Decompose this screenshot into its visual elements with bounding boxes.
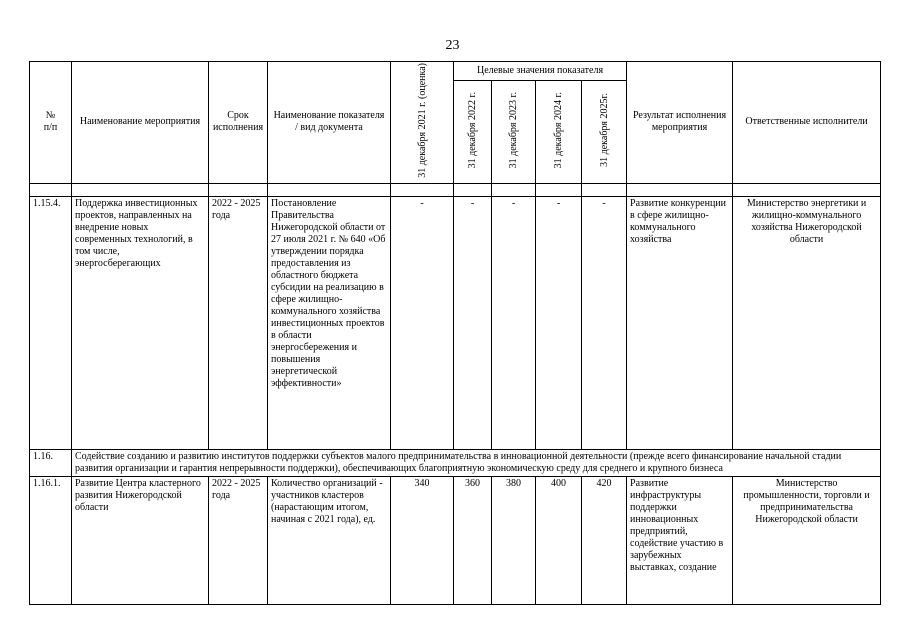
row-name: Развитие Центра кластерного развития Нижегородской области xyxy=(72,476,209,604)
row-term: 2022 - 2025 года xyxy=(209,476,268,604)
row-result: Развитие инфраструктуры поддержки инновационных предприятий, содействие участию в зарубежных выставках, создание xyxy=(627,476,733,604)
row-value-2024: 400 xyxy=(536,476,582,604)
header-2022: 31 декабря 2022 г. xyxy=(454,80,492,183)
row-section-text: Содействие созданию и развитию институтов поддержки субъектов малого предпринимательства в инновационной деятельности (прежде всего финансирование начальной стадии развития организации и гарантия непрерывности поддержки), обеспечивающих благоприятную экономическую среду для среднего и крупного бизнеса xyxy=(72,449,881,476)
row-value-2022: 360 xyxy=(454,476,492,604)
header-target-group: Целевые значения показателя xyxy=(454,62,627,81)
row-value-2025: 420 xyxy=(582,476,627,604)
measures-table xyxy=(29,61,881,605)
row-name: Поддержка инвестиционных проектов, направленных на внедрение новых современных технологий, в том числе, энергосберегающих xyxy=(72,196,209,449)
row-num: 1.16. xyxy=(30,449,72,476)
header-indicator: Наименование показателя / вид документа xyxy=(268,62,391,184)
row-indicator: Количество организаций - участников кластеров (нарастающим итогом, начиная с 2021 года), ед. xyxy=(268,476,391,604)
row-value-2024: - xyxy=(536,196,582,449)
row-num: 1.16.1. xyxy=(30,476,72,604)
header-2021: 31 декабря 2021 г. (оценка) xyxy=(391,62,454,184)
header-result: Результат исполнения мероприятия xyxy=(627,62,733,184)
row-value-2021: 340 xyxy=(391,476,454,604)
table-row xyxy=(30,476,881,604)
header-name: Наименование мероприятия xyxy=(72,62,209,184)
page-number: 23 xyxy=(445,38,460,53)
row-num: 1.15.4. xyxy=(30,196,72,449)
row-term: 2022 - 2025 года xyxy=(209,196,268,449)
row-value-2025: - xyxy=(582,196,627,449)
row-value-2022: - xyxy=(454,196,492,449)
header-2025: 31 декабря 2025г. xyxy=(582,80,627,183)
header-spacer-row xyxy=(30,183,881,196)
row-responsible: Министерство энергетики и жилищно-коммунального хозяйства Нижегородской области xyxy=(733,196,881,449)
row-value-2023: - xyxy=(492,196,536,449)
row-value-2021: - xyxy=(391,196,454,449)
header-term: Срок исполнения xyxy=(209,62,268,184)
row-value-2023: 380 xyxy=(492,476,536,604)
header-2024: 31 декабря 2024 г. xyxy=(536,80,582,183)
table-row xyxy=(30,196,881,449)
table-row xyxy=(30,449,881,476)
row-indicator: Постановление Правительства Нижегородской области от 27 июля 2021 г. № 640 «Об утверждении порядка предоставления из областного бюджета субсидии на реализацию в сфере жилищно-коммунального хозяйства инвестиционных проектов в области энергосбережения и повышения энергетической эффективности» xyxy=(268,196,391,449)
row-responsible: Министерство промышленности, торговли и предпринимательства Нижегородской области xyxy=(733,476,881,604)
header-2023: 31 декабря 2023 г. xyxy=(492,80,536,183)
header-num: № п/п xyxy=(30,62,72,184)
row-result: Развитие конкуренции в сфере жилищно-коммунального хозяйства xyxy=(627,196,733,449)
header-responsible: Ответственные исполнители xyxy=(733,62,881,184)
